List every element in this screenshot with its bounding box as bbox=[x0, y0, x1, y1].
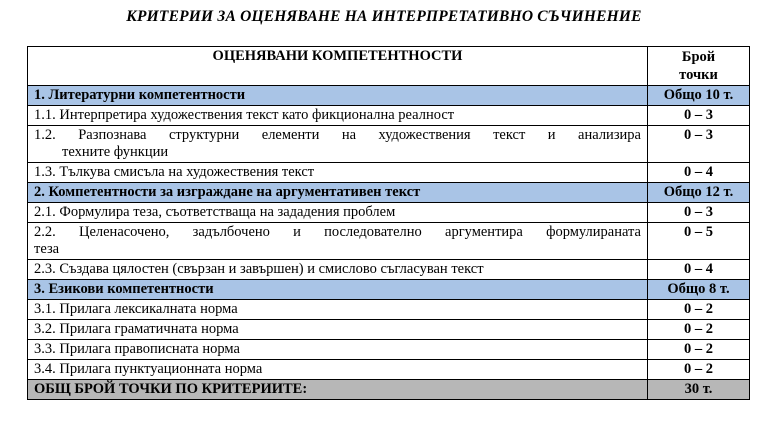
table-row bbox=[28, 106, 750, 126]
criterion-text: 3.3. Прилага правописната норма bbox=[28, 340, 648, 360]
criterion-text: 3.4. Прилага пунктуационната норма bbox=[28, 360, 648, 380]
criterion-text bbox=[28, 126, 648, 163]
criterion-text: 1.3. Тълкува смисъла на художествения текст bbox=[28, 163, 648, 183]
criterion-text-line1: 2.2. Целенасочено, задълбочено и последователно аргументира формулираната bbox=[34, 224, 641, 240]
criterion-text bbox=[28, 223, 648, 260]
criterion-text: 2.3. Създава цялостен (свързан и завършен) и смислово съгласуван текст bbox=[28, 260, 648, 280]
criterion-points: 0 – 2 bbox=[648, 340, 750, 360]
criterion-points: 0 – 3 bbox=[648, 106, 750, 126]
header-points-line1: Брой bbox=[681, 49, 716, 65]
table-header-row bbox=[28, 47, 750, 86]
criterion-text: 3.1. Прилага лексикалната норма bbox=[28, 300, 648, 320]
criterion-text-line2: теза bbox=[34, 241, 60, 257]
section-total: Общо 8 т. bbox=[648, 280, 750, 300]
header-competences: ОЦЕНЯВАНИ КОМПЕТЕНТНОСТИ bbox=[28, 47, 648, 86]
document-title: КРИТЕРИИ ЗА ОЦЕНЯВАНЕ НА ИНТЕРПРЕТАТИВНО СЪЧИНЕНИЕ bbox=[126, 8, 642, 25]
table-row bbox=[28, 163, 750, 183]
header-points-line2: точки bbox=[679, 67, 718, 83]
section-row-language bbox=[28, 280, 750, 300]
criterion-points: 0 – 4 bbox=[648, 163, 750, 183]
criterion-points: 0 – 3 bbox=[648, 203, 750, 223]
criterion-text-line2: техните функции bbox=[62, 144, 169, 160]
table-row bbox=[28, 126, 750, 163]
criterion-points: 0 – 3 bbox=[648, 126, 750, 163]
criterion-points: 0 – 2 bbox=[648, 360, 750, 380]
table-row bbox=[28, 320, 750, 340]
table-row bbox=[28, 340, 750, 360]
section-total: Общо 10 т. bbox=[648, 86, 750, 106]
section-row-argumentative bbox=[28, 183, 750, 203]
table-row bbox=[28, 203, 750, 223]
section-label: 1. Литературни компетентности bbox=[28, 86, 648, 106]
criterion-text: 3.2. Прилага граматичната норма bbox=[28, 320, 648, 340]
section-row-literary bbox=[28, 86, 750, 106]
total-row bbox=[28, 380, 750, 400]
criterion-text: 1.1. Интерпретира художествения текст като фикционална реалност bbox=[28, 106, 648, 126]
criterion-text: 2.1. Формулира теза, съответстваща на зададения проблем bbox=[28, 203, 648, 223]
section-total: Общо 12 т. bbox=[648, 183, 750, 203]
table-row bbox=[28, 223, 750, 260]
section-label: 2. Компетентности за изграждане на аргументативен текст bbox=[28, 183, 648, 203]
criterion-points: 0 – 4 bbox=[648, 260, 750, 280]
criterion-points: 0 – 5 bbox=[648, 223, 750, 260]
section-label: 3. Езикови компетентности bbox=[28, 280, 648, 300]
criterion-points: 0 – 2 bbox=[648, 300, 750, 320]
table-row bbox=[28, 360, 750, 380]
total-label: ОБЩ БРОЙ ТОЧКИ ПО КРИТЕРИИТЕ: bbox=[28, 380, 648, 400]
header-points bbox=[648, 47, 750, 86]
criterion-text-line1: 1.2. Разпознава структурни елементи на художествения текст и анализира bbox=[34, 127, 641, 143]
criteria-table bbox=[27, 46, 750, 400]
total-points: 30 т. bbox=[648, 380, 750, 400]
table-row bbox=[28, 260, 750, 280]
table-row bbox=[28, 300, 750, 320]
criterion-points: 0 – 2 bbox=[648, 320, 750, 340]
